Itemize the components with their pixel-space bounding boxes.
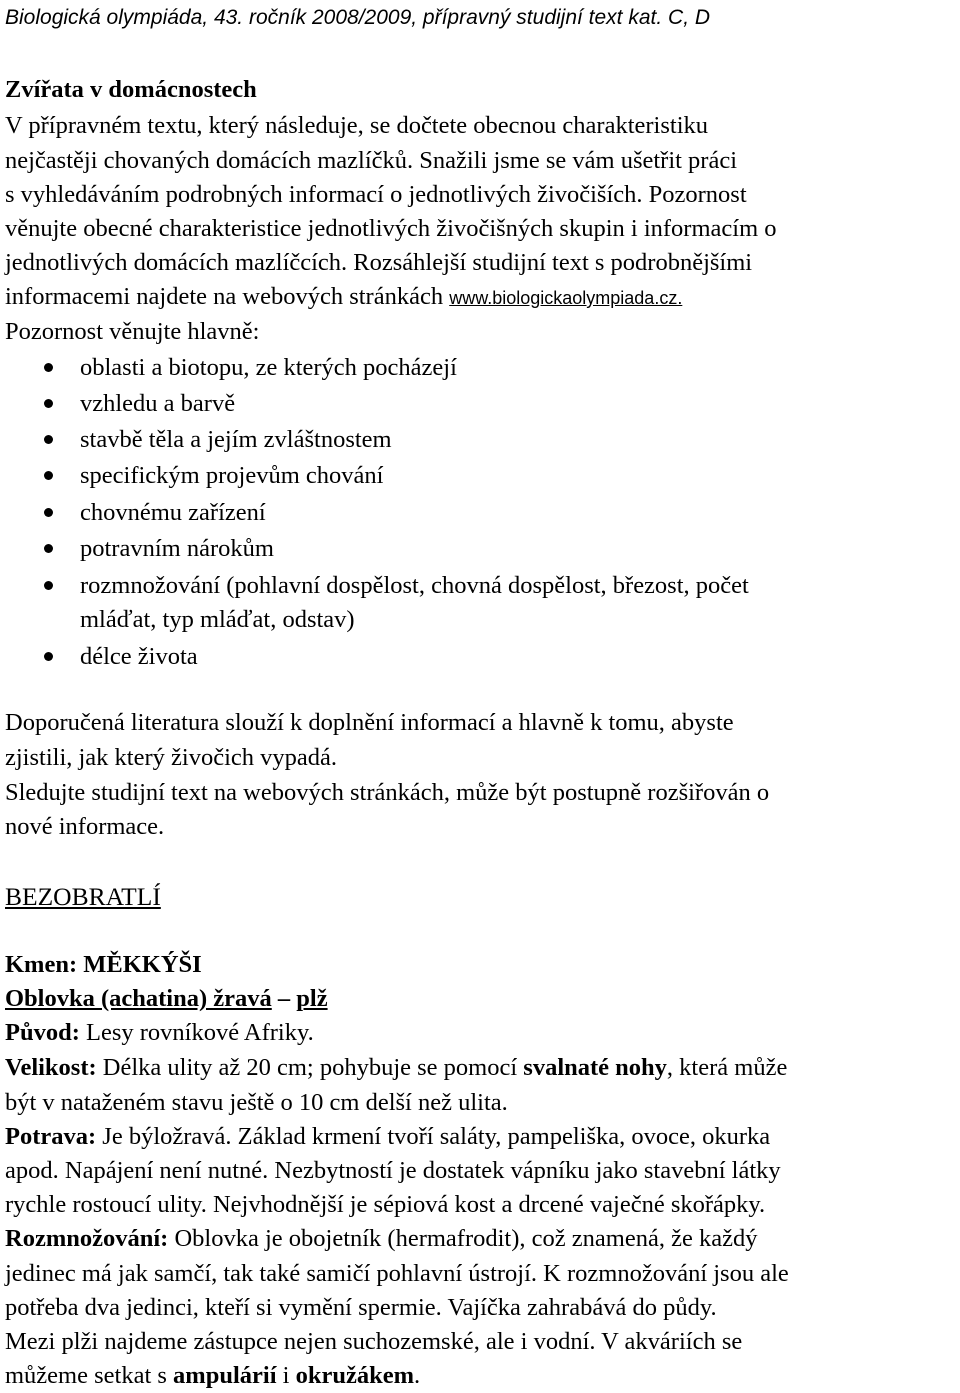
phylum-heading: Kmen: MĚKKÝŠI: [5, 951, 202, 978]
food-line-2: apod. Napájení není nutné. Nezbytností je dostatek vápníku jako stavební látky: [5, 1157, 781, 1184]
intro-line: jednotlivých domácích mazlíčcích. Rozsáhlejší studijní text s podrobnějšími: [5, 249, 753, 276]
list-item: délce života: [80, 643, 198, 670]
list-item: vzhledu a barvě: [80, 390, 236, 417]
list-item: potravním nárokům: [80, 535, 274, 562]
repro-bold-term: ampulárií: [173, 1362, 277, 1389]
repro-text: i: [276, 1362, 296, 1389]
list-item: chovnému zařízení: [80, 499, 266, 526]
size-text: , která může: [666, 1054, 788, 1081]
origin-line: [5, 1021, 314, 1046]
website-link[interactable]: www.biologickaolympiada.cz.: [449, 288, 683, 308]
bullet-icon: [44, 544, 53, 553]
bullet-icon: [44, 581, 53, 590]
repro-bold-term: okružákem: [295, 1362, 414, 1389]
intro-url-prefix: informacemi najdete na webových stránkách: [5, 283, 450, 310]
food-line-3: rychle rostoucí ulity. Nejvhodnější je sépiová kost a drcené vaječné skořápky.: [5, 1191, 766, 1218]
repro-text: můžeme setkat s: [5, 1362, 174, 1389]
size-label: Velikost:: [5, 1054, 97, 1081]
repro-line-3: potřeba dva jedinci, kteří si vymění spermie. Vajíčka zahrabává do půdy.: [5, 1294, 717, 1321]
repro-line-2: jedinec má jak samčí, tak také samičí pohlavní ústrojí. K rozmnožování jsou ale: [5, 1260, 789, 1287]
species-name: Oblovka (achatina) žravá: [5, 985, 272, 1012]
document-header: Biologická olympiáda, 43. ročník 2008/2009, přípravný studijní text kat. C, D: [5, 6, 711, 29]
bullet-icon: [44, 399, 53, 408]
intro-line: věnujte obecné charakteristice jednotlivých živočišných skupin i informacím o: [5, 215, 777, 242]
bullet-icon: [44, 471, 53, 480]
section-title: BEZOBRATLÍ: [5, 882, 161, 911]
repro-text: .: [414, 1362, 421, 1389]
size-bold-term: svalnaté nohy: [523, 1054, 667, 1081]
bullet-icon: [44, 508, 53, 517]
species-type: plž: [296, 985, 328, 1012]
repro-line: [5, 1227, 757, 1252]
size-line: [5, 1056, 787, 1081]
intro-title: Zvířata v domácnostech: [5, 76, 257, 103]
origin-label: Původ:: [5, 1019, 80, 1046]
list-item-continuation: mláďat, typ mláďat, odstav): [80, 606, 355, 633]
repro-text: Oblovka je obojetník (hermafrodit), což znamená, že každý: [168, 1225, 758, 1252]
recommend-line: zjistili, jak který živočich vypadá.: [5, 744, 338, 771]
repro-line-5: [5, 1364, 420, 1389]
size-line-2: být v nataženém stavu ještě o 10 cm delší než ulita.: [5, 1089, 508, 1116]
list-item: stavbě těla a jejím zvláštnostem: [80, 426, 392, 453]
intro-line: s vyhledáváním podrobných informací o jednotlivých živočiších. Pozornost: [5, 181, 747, 208]
size-text: Délka ulity až 20 cm; pohybuje se pomocí: [96, 1054, 524, 1081]
repro-label: Rozmnožování:: [5, 1225, 169, 1252]
food-label: Potrava:: [5, 1123, 97, 1150]
focus-label: Pozornost věnujte hlavně:: [5, 318, 260, 345]
bullet-icon: [44, 652, 53, 661]
intro-url-line: [5, 285, 682, 310]
food-line: [5, 1125, 770, 1150]
bullet-icon: [44, 363, 53, 372]
intro-line: nejčastěji chovaných domácích mazlíčků. Snažili jsme se vám ušetřit práci: [5, 147, 738, 174]
species-heading: [5, 987, 328, 1012]
recommend-line: Sledujte studijní text na webových stránkách, může být postupně rozšiřován o: [5, 779, 770, 806]
recommend-line: Doporučená literatura slouží k doplnění informací a hlavně k tomu, abyste: [5, 709, 734, 736]
origin-value: Lesy rovníkové Afriky.: [79, 1019, 314, 1046]
intro-line: V přípravném textu, který následuje, se dočtete obecnou charakteristiku: [5, 112, 708, 139]
recommend-line: nové informace.: [5, 813, 165, 840]
list-item: oblasti a biotopu, ze kterých pocházejí: [80, 354, 457, 381]
list-item: specifickým projevům chování: [80, 462, 384, 489]
list-item: rozmnožování (pohlavní dospělost, chovná dospělost, březost, počet: [80, 572, 749, 599]
repro-line-4: Mezi plži najdeme zástupce nejen suchozemské, ale i vodní. V akváriích se: [5, 1328, 743, 1355]
food-text: Je býložravá. Základ krmení tvoří saláty, pampeliška, ovoce, okurka: [96, 1123, 771, 1150]
bullet-icon: [44, 435, 53, 444]
species-dash: –: [271, 985, 297, 1012]
